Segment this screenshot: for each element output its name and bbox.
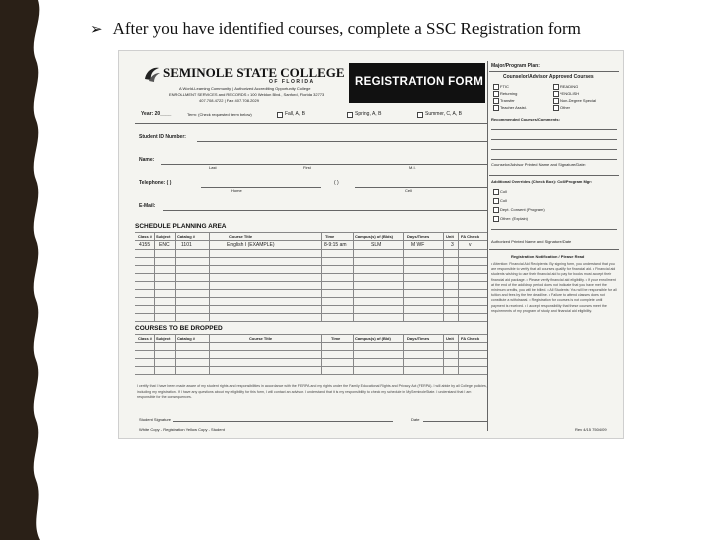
schedule-grid-col [443,232,444,321]
approved-checkbox [553,91,559,97]
cell-phone-paren: ( ) [334,180,339,186]
student-id-label: Student ID Number: [139,134,186,140]
example-fa: v [469,242,472,248]
schedule-grid-col [403,232,404,321]
divider [135,123,487,124]
dropped-grid-col [443,334,444,374]
dropped-header-unit: Unit [446,336,454,341]
counselor-approved-header: Counselor/Advisor Approved Courses [503,74,594,80]
college-subname: OF FLORIDA [269,79,315,85]
divider [489,249,619,250]
dropped-grid-line [135,358,487,359]
example-title: English I (EXAMPLE) [227,242,275,248]
dropped-grid-col [209,334,210,374]
approved-checkbox [553,105,559,111]
recommended-label: Recommended Courses/Comments: [491,117,560,122]
example-time: 8-9:15 am [324,242,347,248]
dropped-grid-col [353,334,354,374]
schedule-grid-col [154,232,155,321]
dropped-grid-col [154,334,155,374]
divider [489,71,619,72]
form-title-bar [349,63,485,103]
recommended-line [491,149,617,150]
schedule-header-subject: Subject [156,234,171,239]
term-option-fall: Fall, A, B [285,111,306,117]
schedule-grid-line [135,313,487,314]
dropped-header-subject: Subject [156,336,171,341]
dropped-grid-col [403,334,404,374]
year-label: Year: 20____ [141,111,172,117]
dropped-header-campus: Campus(s) of (Bld) [355,336,391,341]
schedule-grid-col [458,232,459,321]
schedule-grid-col [353,232,354,321]
schedule-grid-line [135,265,487,266]
name-label: Name: [139,157,155,163]
footer-revision: Rev 4/15 7504/09 [575,427,607,432]
registration-form-image [118,50,624,439]
arrow-bullet-icon: ➢ [90,20,103,38]
approved-checkbox [493,84,499,90]
signature-label: Student Signature [139,417,172,422]
phone-sub-cell: Cell [405,188,412,193]
example-campus: SLM [371,242,382,248]
example-days: M WF [411,242,425,248]
college-name: SEMINOLE STATE COLLEGE [163,65,345,80]
date-label: Date [411,417,420,422]
approved-transfer: Transfer [500,98,515,103]
term-option-spring: Spring, A, B [355,111,382,117]
schedule-grid-line [135,305,487,306]
schedule-grid-line [135,273,487,274]
dropped-grid-top [135,334,487,335]
form-title: REGISTRATION FORM [355,76,484,88]
slide-bullet [90,19,581,39]
dropped-grid-line [135,366,487,367]
telephone-label: Telephone: ( ) [139,180,172,186]
additional-overrides-label: Additional Overrides (Check Box): Coll/Program Mgr: [491,179,593,184]
approved-other: Other [560,105,571,110]
example-unit: 3 [451,242,454,248]
schedule-grid-top [135,232,487,233]
schedule-header-days: Days/Times [407,234,430,239]
example-subject: ENC [159,242,170,248]
schedule-header-time: Time [325,234,335,239]
schedule-grid-col [175,232,176,321]
dropped-header-class: Class # [138,336,153,341]
term-checkbox-fall [277,112,283,118]
bullet-text: After you have identified courses, complete a SSC Registration form [112,19,581,38]
term-checkbox-summer [417,112,423,118]
schedule-grid-line [135,289,487,290]
cell-phone-line [355,187,487,188]
override-checkbox [493,198,499,204]
approved-checkbox [493,91,499,97]
notes-paragraph: • Attention: Financial Aid Recipients: By signing form, you understand that you are responsible to verify that all courses qualify for financial aid. • Financial aid students wishing to use their financial aid to pay for books must accept their financial aid package. • Please verify financial aid eligibility. • If your enrollment at the end of the add/drop period does not indicate that you have met the minimum credits, you will be billed. • All Students: You will be responsible for all tuition and fees by the fee deadline. • Failure to attend classes does not constitute a withdrawal. • Registration for courses is not complete until payment is received. • I accept responsibility that these courses meet the requirements of my program of study and financial aid eligibility. [491,262,617,313]
schedule-grid-col [209,232,210,321]
right-column-divider [487,61,488,431]
dropped-header-days: Days/Times [407,336,430,341]
schedule-grid-line [135,249,487,250]
term-label: Term: (Check requested term below) [187,112,252,117]
divider [489,175,619,176]
footer-copies: White Copy - Registration Yellow Copy - Student [139,427,225,432]
schedule-grid-line [135,297,487,298]
dropped-grid-line [135,342,487,343]
dropped-grid-line [135,350,487,351]
dropped-grid-col [321,334,322,374]
override-checkbox [493,189,499,195]
override-checkbox [493,216,499,222]
schedule-grid-line [135,240,487,241]
wavy-border-graphic [0,0,46,540]
override-checkbox [493,207,499,213]
approved-checkbox [493,105,499,111]
dropped-header-time: Time [331,336,341,341]
date-line [423,421,487,422]
name-sub-first: First [303,165,311,170]
schedule-header-catalog: Catalog # [177,234,196,239]
dropped-grid-line [135,374,487,375]
schedule-section-title: SCHEDULE PLANNING AREA [135,223,227,230]
certify-paragraph: I certify that I have been made aware of my student rights and responsibilities in accordance with the FERPA and my rights under the Family Educational Rights and Privacy Act (FERPA). I will abide by all College policies, including my registration. If I have any questions about my eligibility for this form, I will contact an advisor. I understand that it is my responsibility to check my schedule in MySeminoleState. I understand that I am responsible for the consequences. [137,384,487,400]
approved-reading: READING [560,84,579,89]
schedule-header-title: Course Title [229,234,253,239]
approved-ftic: FTIC [500,84,509,89]
major-label: Major/Program Plan: [491,63,540,69]
schedule-header-fa: FA Check [461,234,480,239]
schedule-grid-line [135,321,487,322]
approved-nondegree: Non-Degree Special [560,98,597,103]
schedule-grid-line [135,281,487,282]
phone-sub-home: Home [231,188,242,193]
term-option-summer: Summer, C, A, B [425,111,462,117]
dropped-grid-col [458,334,459,374]
dropped-section-title: COURSES TO BE DROPPED [135,325,223,332]
override-item: Other: (Explain) [500,216,529,221]
recommended-line [491,159,617,160]
schedule-grid-col [321,232,322,321]
college-address-line3: 407.708.4722 | Fax 407.708.2029 [199,98,259,103]
dropped-grid-col [175,334,176,374]
authorized-signature-label: Authorized Printed Name and Signature/Date [491,239,572,244]
example-catalog: 1101 [181,242,192,248]
approved-english: *ENGLISH [560,91,580,96]
dropped-header-title: Course Title [249,336,273,341]
dropped-header-catalog: Catalog # [177,336,196,341]
approved-checkbox [553,98,559,104]
college-address-line1: A World-Learning Community | Authorized Accrediting Opportunity College [179,86,311,91]
schedule-grid-line [135,257,487,258]
name-sub-mi: M.I. [409,165,416,170]
college-address-line2: ENROLLMENT SERVICES and RECORDS • 100 Weldon Blvd., Sanford, Florida 32773 [169,92,325,97]
approved-checkbox [493,98,499,104]
approved-returning: Returning [500,91,518,96]
example-class: 4155 [139,242,151,248]
approved-checkbox [553,84,559,90]
schedule-header-unit: Unit [446,234,454,239]
term-checkbox-spring [347,112,353,118]
recommended-line [491,139,617,140]
recommended-line [491,129,617,130]
schedule-header-class: Class # [138,234,153,239]
approved-teacher: Teacher Assist. [500,105,527,110]
email-label: E-Mail: [139,203,156,209]
decorative-left-border [0,0,46,540]
student-id-line [197,141,487,142]
notes-title: Registration Notification / Please Read [511,254,585,259]
override-item: Coll [500,198,507,203]
counselor-signature-label: Counselor/Advisor Printed Name and Signature/Date: [491,162,586,167]
override-line [491,229,617,230]
override-item: Dept. Consent (Program) [500,207,545,212]
email-line [163,210,487,211]
signature-line [173,421,393,422]
override-item: Coll [500,189,507,194]
schedule-header-campus: Campus(s) of (Blds) [355,234,393,239]
home-phone-line [201,187,321,188]
name-sub-last: Last [209,165,217,170]
dropped-header-fa: FA Check [461,336,480,341]
college-logo-icon [143,65,161,83]
